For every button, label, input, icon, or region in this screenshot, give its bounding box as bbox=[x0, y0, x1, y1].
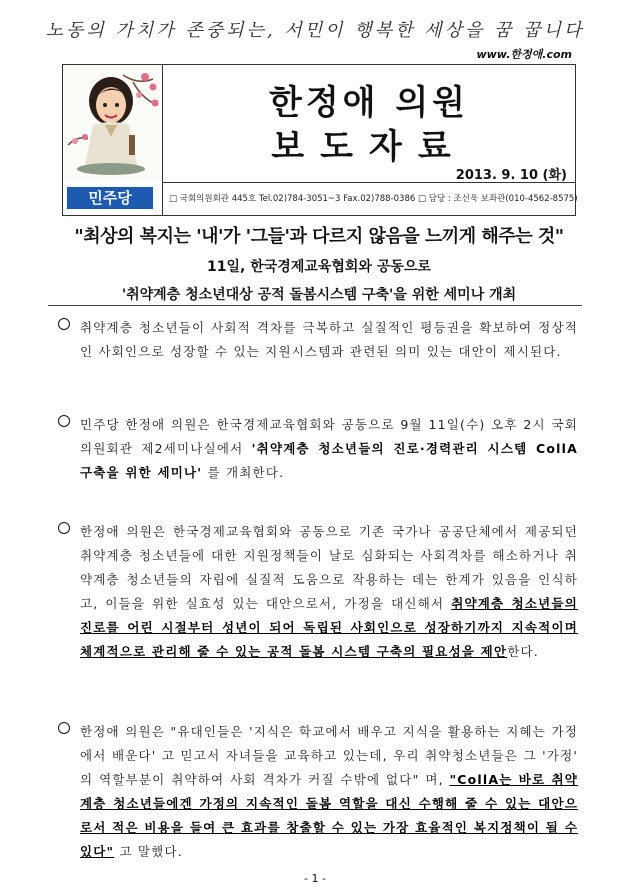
motto-banner: 노동의 가치가 존중되는, 서민이 행복한 세상을 꿈 꿉니다 bbox=[45, 20, 585, 41]
paragraph-3-tail: 한다. bbox=[507, 644, 539, 659]
paragraph-3-text bbox=[80, 520, 578, 664]
bullet-icon bbox=[58, 722, 70, 734]
lawmaker-caricature bbox=[63, 65, 163, 182]
bullet-icon bbox=[58, 415, 70, 427]
paragraph-2-lead: 민주당 한정애 의원은 한국경제교육협회와 공동으로 9월 11일(수) 오후 2시 국회 의원회관 제2세미나실에서 bbox=[80, 417, 578, 456]
headline-block bbox=[62, 222, 576, 304]
press-release-header bbox=[62, 64, 576, 216]
party-logo bbox=[63, 182, 163, 215]
proposal-highlight: 취약계층 청소년들의 진로를 어린 시절부터 성년이 되어 독립된 사회인으로 성장하기까지 지속적이며 체계적으로 관리해 줄 수 있는 공적 돌봄 시스템 구축의 필요성을 제안 bbox=[80, 596, 578, 659]
press-release-title: 보도자료 bbox=[271, 127, 467, 167]
paragraph-4-text bbox=[80, 720, 578, 864]
paragraph-3-lead: 한정애 의원은 한국경제교육협회와 공동으로 기존 국가나 공공단체에서 제공되던 취약계층 청소년들에 대한 지원정책들이 날로 심화되는 사회격차를 해소하거나 취약계층 청소년들의 자립에 실질적 도움으로 작용하는 데는 한계가 있음을 인식하고, 이들을 위한 실효성 있는 대안으로서, 가정을 대신해서 bbox=[80, 524, 578, 611]
headline-rule bbox=[48, 305, 582, 306]
paragraph-2-text bbox=[80, 413, 578, 485]
paragraph-4 bbox=[58, 720, 578, 864]
paragraph-4-tail: 고 말했다. bbox=[114, 844, 183, 859]
bullet-icon bbox=[58, 522, 70, 534]
paragraph-2-tail: 를 개최한다. bbox=[202, 465, 285, 480]
paragraph-3 bbox=[58, 520, 578, 664]
paragraph-2 bbox=[58, 413, 578, 485]
lawmaker-title: 한정애 의원 bbox=[268, 83, 470, 123]
header-divider bbox=[162, 182, 575, 183]
page-number: - 1 - bbox=[304, 872, 326, 885]
release-date: 2013. 9. 10 (화) bbox=[455, 168, 567, 183]
headline-sub2: '취약계층 청소년대상 공적 돌봄시스템 구축'을 위한 세미나 개최 bbox=[121, 287, 517, 303]
caricature-icon bbox=[63, 65, 162, 182]
contact-info: □ 국회의원회관 445호 Tel.02)784-3051~3 Fax.02)788-0386 □ 담당 : 조선욱 보좌관(010-4562-8575) bbox=[169, 194, 578, 204]
seminar-title: '취약계층 청소년들의 진로·경력관리 시스템 CollA 구축을 위한 세미나' bbox=[80, 441, 578, 480]
quote-highlight: "CollA는 바로 취약계층 청소년들에겐 가정의 지속적인 돌봄 역할을 대신 수행해 줄 수 있는 대안으로서 적은 비용을 들여 큰 효과를 창출할 수 있는 가장 효율적인 복지정책이 될 수 있다" bbox=[80, 772, 578, 859]
headline-main: "최상의 복지는 '내'가 '그들'과 다르지 않음을 느끼게 해주는 것" bbox=[74, 226, 564, 247]
paragraph-1-text: 취약계층 청소년들이 사회적 격차를 극복하고 실질적인 평등권을 확보하여 정상적인 사회인으로 성장할 수 있는 지원시스템과 관련된 의미 있는 대안이 제시된다. bbox=[80, 320, 578, 359]
paragraph-4-lead: 한정애 의원은 "유대인들은 '지식은 학교에서 배우고 지식을 활용하는 지혜는 가정에서 배운다' 고 믿고서 자녀들을 교육하고 있는데, 우리 취약청소년들은 그 '가정' 의 역할부분이 취약하여 사회 격차가 커질 수밖에 없다" 며, bbox=[80, 724, 578, 787]
website-url: www.한정애.com bbox=[476, 48, 572, 61]
paragraph-1 bbox=[58, 316, 578, 364]
headline-sub1: 11일, 한국경제교육협회와 공동으로 bbox=[207, 259, 431, 275]
party-label: 민주당 bbox=[67, 187, 153, 209]
bullet-icon bbox=[58, 318, 70, 330]
